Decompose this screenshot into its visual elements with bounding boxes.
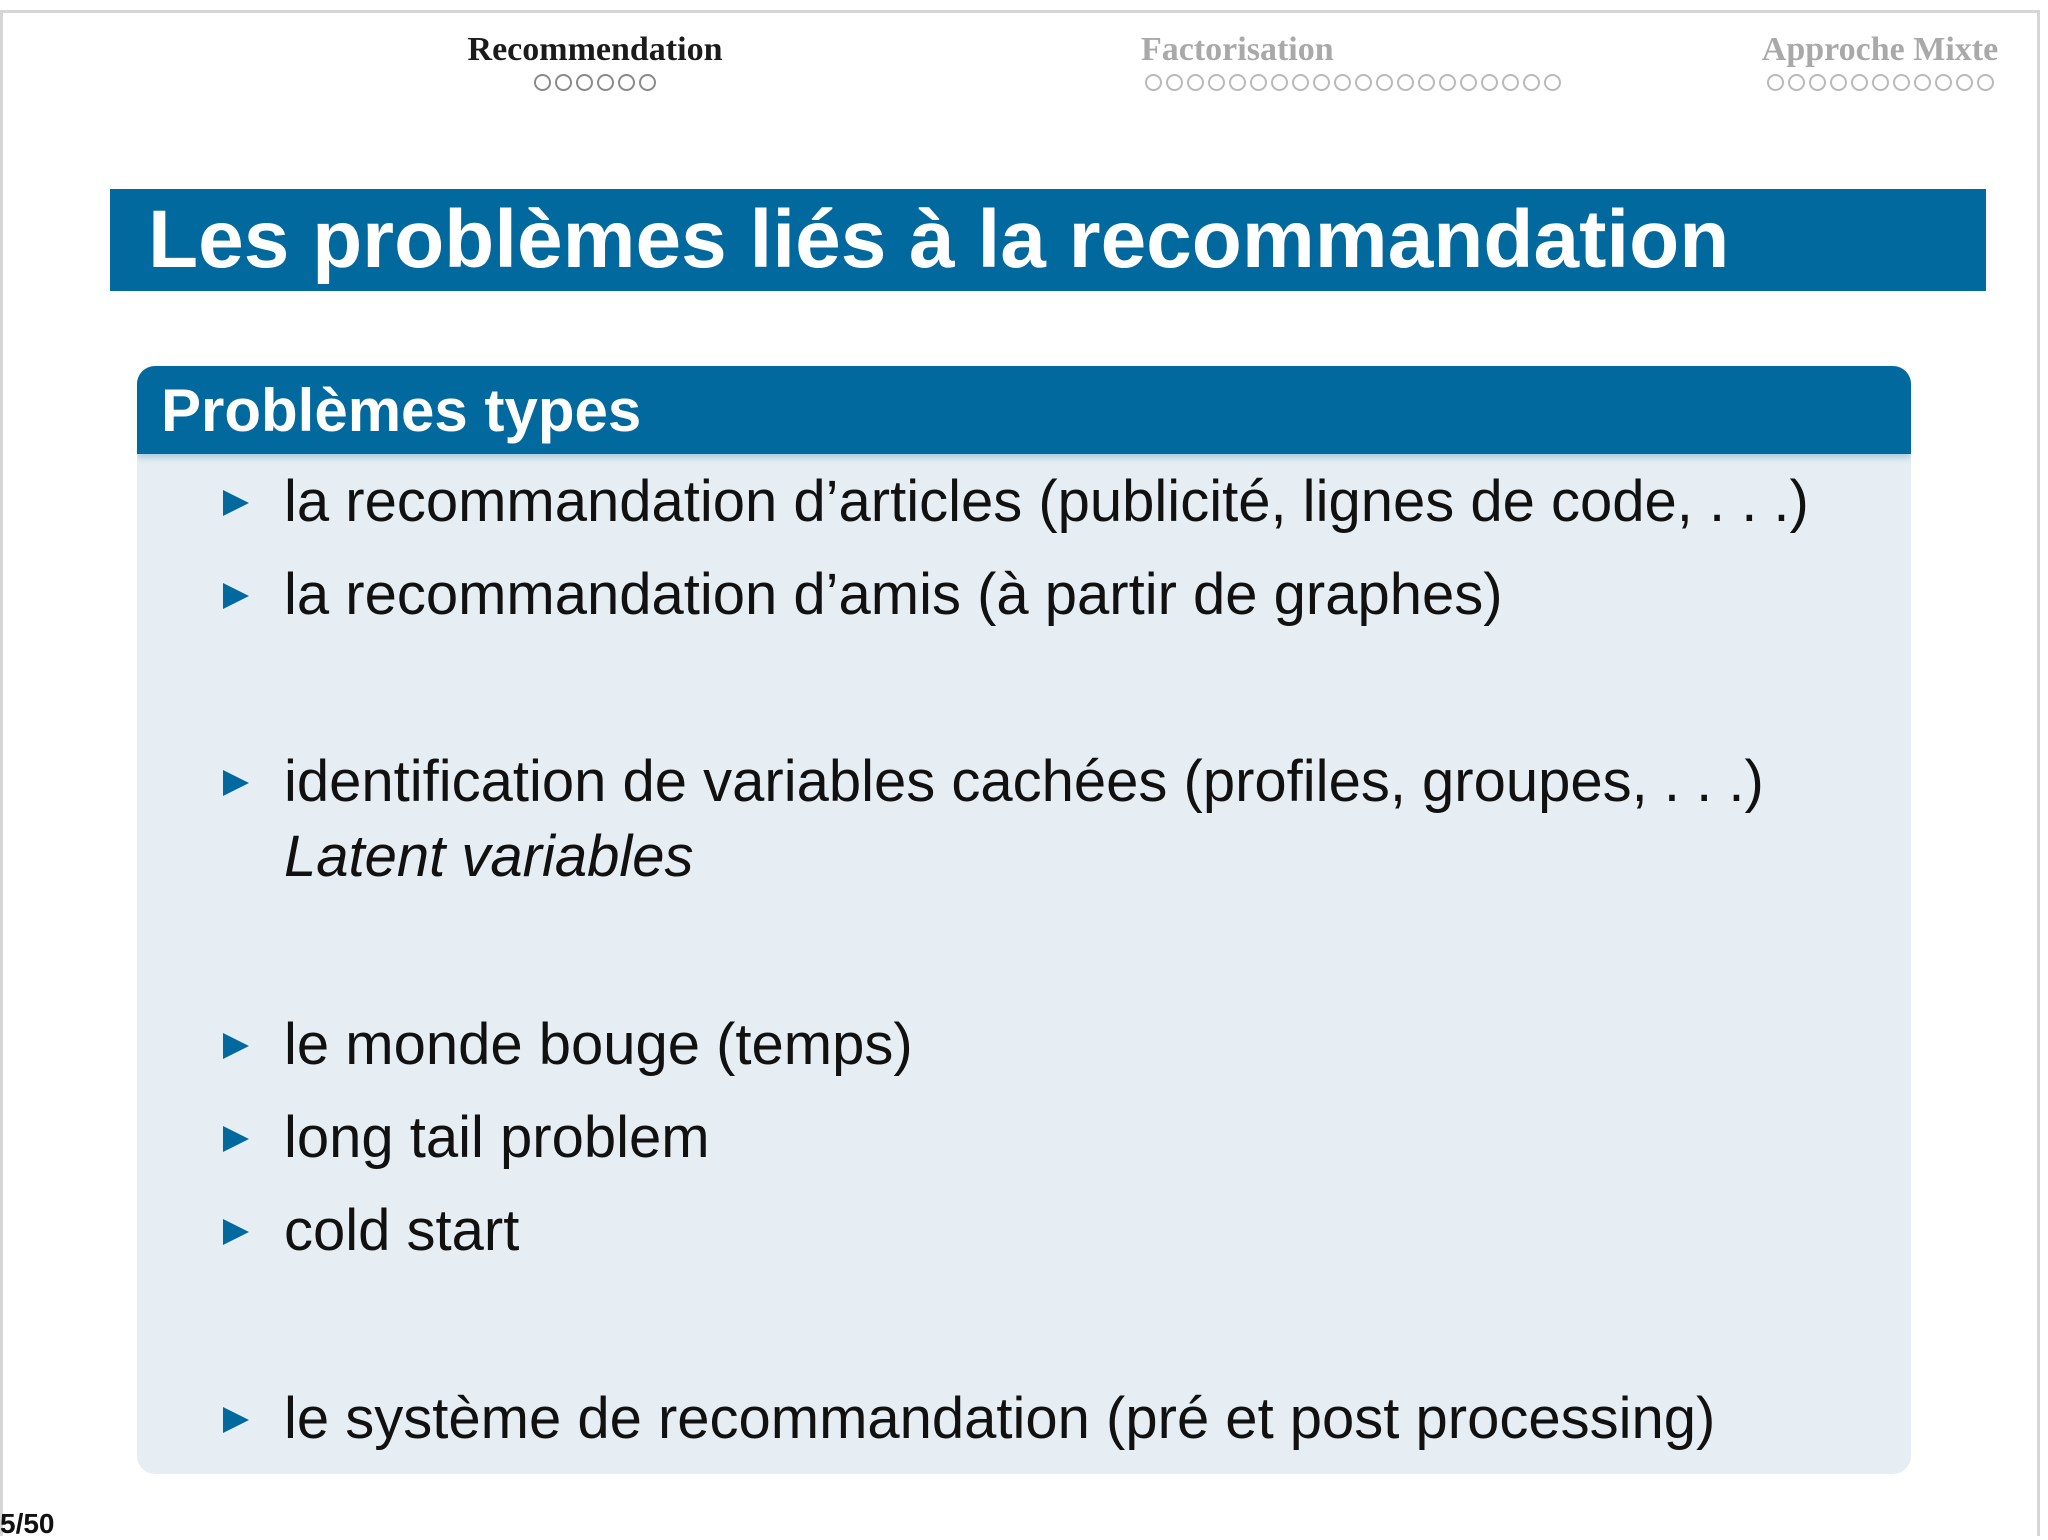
bullet-triangle-icon (223, 1407, 249, 1433)
list-item-text: la recommandation d’amis (à partir de graphes) (284, 562, 1503, 627)
progress-dot-icon[interactable] (1851, 74, 1868, 91)
progress-dot-icon[interactable] (1250, 74, 1267, 91)
block-title: Problèmes types (161, 377, 642, 444)
progress-dot-icon[interactable] (1166, 74, 1183, 91)
progress-dot-icon[interactable] (1187, 74, 1204, 91)
progress-dot-icon[interactable] (1544, 74, 1561, 91)
nav-section-factorisation[interactable] (1140, 30, 1600, 91)
progress-dot-icon[interactable] (1376, 74, 1393, 91)
nav-section-recommendation[interactable] (455, 30, 735, 91)
progress-dot-icon[interactable] (1418, 74, 1435, 91)
slide-title-bar (110, 189, 1986, 291)
progress-dot-icon[interactable] (1523, 74, 1540, 91)
page-number: 5/50 (0, 1508, 55, 1539)
bullet-triangle-icon (223, 770, 249, 796)
bullet-triangle-icon (223, 1033, 249, 1059)
progress-dot-icon[interactable] (1893, 74, 1910, 91)
progress-dot-icon[interactable] (639, 74, 656, 91)
progress-dot-icon[interactable] (576, 74, 593, 91)
progress-dot-icon[interactable] (1229, 74, 1246, 91)
progress-dot-icon[interactable] (1809, 74, 1826, 91)
progress-dot-icon[interactable] (1767, 74, 1784, 91)
progress-dot-icon[interactable] (1788, 74, 1805, 91)
block-header (137, 366, 1911, 454)
bullet-triangle-icon (223, 1219, 249, 1245)
progress-dot-icon[interactable] (1935, 74, 1952, 91)
progress-dot-icon[interactable] (1292, 74, 1309, 91)
progress-dot-icon[interactable] (1460, 74, 1477, 91)
content-block (137, 366, 1911, 1474)
progress-dot-icon[interactable] (1830, 74, 1847, 91)
progress-dot-icon[interactable] (1334, 74, 1351, 91)
bullet-triangle-icon (223, 1126, 249, 1152)
progress-dot-icon[interactable] (1313, 74, 1330, 91)
bullet-triangle-icon (223, 490, 249, 516)
nav-progress-dots (1750, 74, 2010, 91)
nav-section-title[interactable]: Factorisation (1141, 31, 1334, 68)
progress-dot-icon[interactable] (1271, 74, 1288, 91)
progress-dot-icon[interactable] (1502, 74, 1519, 91)
progress-dot-icon[interactable] (597, 74, 614, 91)
progress-dot-icon[interactable] (618, 74, 635, 91)
progress-dot-icon[interactable] (1145, 74, 1162, 91)
progress-dot-icon[interactable] (555, 74, 572, 91)
list-item-text: le monde bouge (temps) (284, 1012, 913, 1077)
progress-dot-icon[interactable] (534, 74, 551, 91)
progress-dot-icon[interactable] (1481, 74, 1498, 91)
bullet-triangle-icon (223, 583, 249, 609)
nav-section-approche-mixte[interactable] (1750, 30, 2010, 91)
progress-dot-icon[interactable] (1977, 74, 1994, 91)
slide-title: Les problèmes liés à la recommandation (148, 194, 1730, 285)
nav-section-title[interactable]: Recommendation (467, 31, 723, 68)
list-item-subtext: Latent variables (284, 824, 694, 889)
progress-dot-icon[interactable] (1439, 74, 1456, 91)
progress-dot-icon[interactable] (1914, 74, 1931, 91)
list-item-text: long tail problem (284, 1105, 710, 1170)
progress-dot-icon[interactable] (1397, 74, 1414, 91)
nav-section-title[interactable]: Approche Mixte (1761, 31, 1999, 68)
list-item-text: la recommandation d’articles (publicité, lignes de code, . . .) (284, 469, 1809, 534)
list-item-text: cold start (284, 1198, 520, 1263)
nav-progress-dots (455, 74, 735, 91)
progress-dot-icon[interactable] (1872, 74, 1889, 91)
list-item-text: identification de variables cachées (profiles, groupes, . . .) (284, 749, 1764, 814)
progress-dot-icon[interactable] (1208, 74, 1225, 91)
list-item-text: le système de recommandation (pré et post processing) (284, 1386, 1716, 1451)
nav-progress-dots (1140, 74, 1600, 91)
progress-dot-icon[interactable] (1956, 74, 1973, 91)
progress-dot-icon[interactable] (1355, 74, 1372, 91)
